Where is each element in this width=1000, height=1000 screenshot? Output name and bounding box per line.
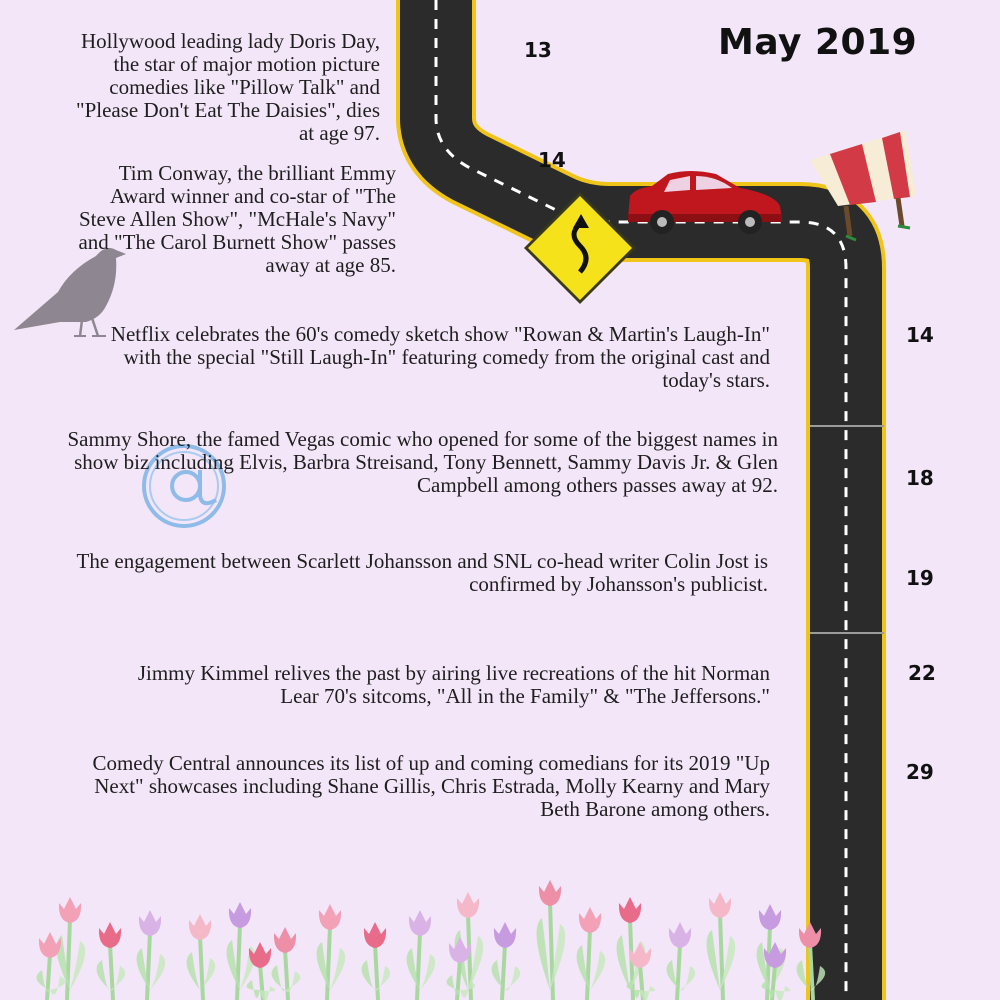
tulip-flower-icon — [59, 897, 81, 923]
tulip-flower-icon — [189, 914, 211, 940]
road — [436, 0, 884, 1000]
event-day: 14 — [906, 323, 934, 347]
event-text: Netflix celebrates the 60's comedy sketch show "Rowan & Martin's Laugh-In" with the special "Still Laugh-In" featuring comedy from the original cast and today's stars. — [110, 322, 770, 392]
event-text: Hollywood leading lady Doris Day, the star of major motion picture comedies like "Pillow Talk" and "Please Don't Eat The Daisies", dies at age 97. — [76, 29, 380, 145]
tulip-garden — [37, 880, 826, 1000]
tulip-flower-icon — [709, 892, 731, 918]
event-text: The engagement between Scarlett Johansson and SNL co-head writer Colin Jost is confirmed by Johansson's publicist. — [76, 549, 768, 596]
tulip-flower-icon — [409, 910, 431, 936]
page-title: May 2019 — [718, 22, 918, 63]
event-text: Tim Conway, the brilliant Emmy Award winner and co-star of "The Steve Allen Show", "McHale's Navy" and "The Carol Burnett Show" passes away at age 85. — [78, 161, 396, 277]
event-day: 14 — [538, 148, 566, 172]
tulip-flower-icon — [494, 922, 516, 948]
event-text: Sammy Shore, the famed Vegas comic who opened for some of the biggest names in show biz including Elvis, Barbra Streisand, Tony Bennett, Sammy Davis Jr. & Glen Campbell among others passes away at 92. — [67, 427, 778, 497]
tulip-flower-icon — [669, 922, 691, 948]
tulip-flower-icon — [364, 922, 386, 948]
event-day: 29 — [906, 760, 934, 784]
tulip-flower-icon — [619, 897, 641, 923]
event-day: 13 — [524, 38, 552, 62]
tulip-flower-icon — [579, 907, 601, 933]
tulip-flower-icon — [274, 927, 296, 953]
event-day: 18 — [906, 466, 934, 490]
event-day: 22 — [908, 661, 936, 685]
tulip-flower-icon — [457, 892, 479, 918]
tulip-flower-icon — [319, 904, 341, 930]
event-text: Jimmy Kimmel relives the past by airing live recreations of the hit Norman Lear 70's sitcoms, "All in the Family" & "The Jeffersons." — [137, 661, 770, 708]
tulip-flower-icon — [229, 902, 251, 928]
tulip-flower-icon — [759, 904, 781, 930]
tulip-flower-icon — [99, 922, 121, 948]
tulip-flower-icon — [539, 880, 561, 906]
tulip-flower-icon — [139, 910, 161, 936]
event-day: 19 — [906, 566, 934, 590]
event-text: Comedy Central announces its list of up and coming comedians for its 2019 "Up Next" showcases including Shane Gillis, Chris Estrada, Molly Kearny and Mary Beth Barone among others. — [92, 751, 770, 821]
